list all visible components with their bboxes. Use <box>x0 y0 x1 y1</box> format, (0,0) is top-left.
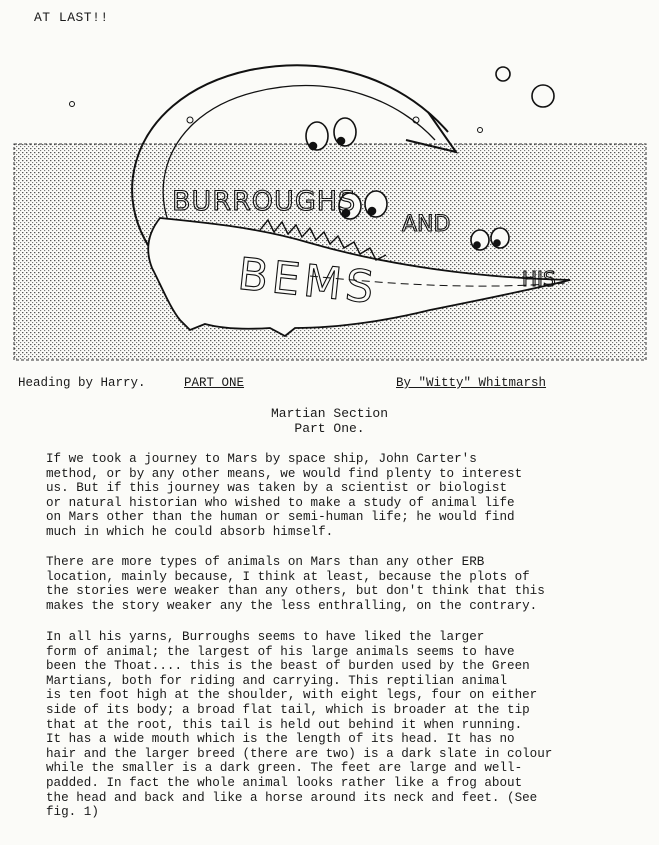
art-word-his: HIS <box>522 267 556 291</box>
art-word-bems: BEMS <box>235 248 380 315</box>
heading-illustration <box>10 28 650 368</box>
body-paragraph: There are more types of animals on Mars than any other ERB location, mainly because, I think at least, because the plots of the stories were weaker than any others, but don't think that this makes the story weaker any the less enthralling, on the contrary. <box>46 555 545 613</box>
art-word-and: AND <box>402 212 451 237</box>
tiny-bubble <box>478 128 483 133</box>
section-subtitle: Part One. <box>294 421 365 436</box>
small-bubble <box>496 67 510 81</box>
corner-note: AT LAST!! <box>34 10 109 25</box>
body-paragraph: If we took a journey to Mars by space ship, John Carter's method, or by any other means, we would find plenty to interest us. But if this journey was taken by a scientist or biologist or natural historian who wished to make a study of animal life on Mars other than the human or semi-human life; he would find much in which he could absorb himself. <box>46 452 523 539</box>
heading-credit: Heading by Harry. <box>18 376 146 390</box>
author-byline: By "Witty" Whitmarsh <box>396 376 547 390</box>
art-word-burroughs: BURROUGHS <box>172 186 357 217</box>
part-label: PART ONE <box>184 376 245 390</box>
tiny-bubble <box>187 117 193 123</box>
section-title: Martian Section <box>270 406 389 421</box>
tiny-bubble <box>70 102 75 107</box>
large-bubble <box>532 85 554 107</box>
body-paragraph: In all his yarns, Burroughs seems to have liked the larger form of animal; the largest of his large animals seems to have been the Thoat.... this is the beast of burden used by the Green Martians, both for riding and carrying. This reptilian animal is ten foot high at the shoulder, with eight legs, four on either side of its body; a broad flat tail, which is broader at the tip that at the root, this tail is held out behind it when running. It has a wide mouth which is the length of its head. It has no hair and the larger breed (there are two) is a dark slate in colour while the smaller is a dark green. The feet are large and well- padded. In fact the whole animal looks rather like a frog about the head and back and like a horse around its neck and feet. (See fig. 1) <box>46 630 553 820</box>
